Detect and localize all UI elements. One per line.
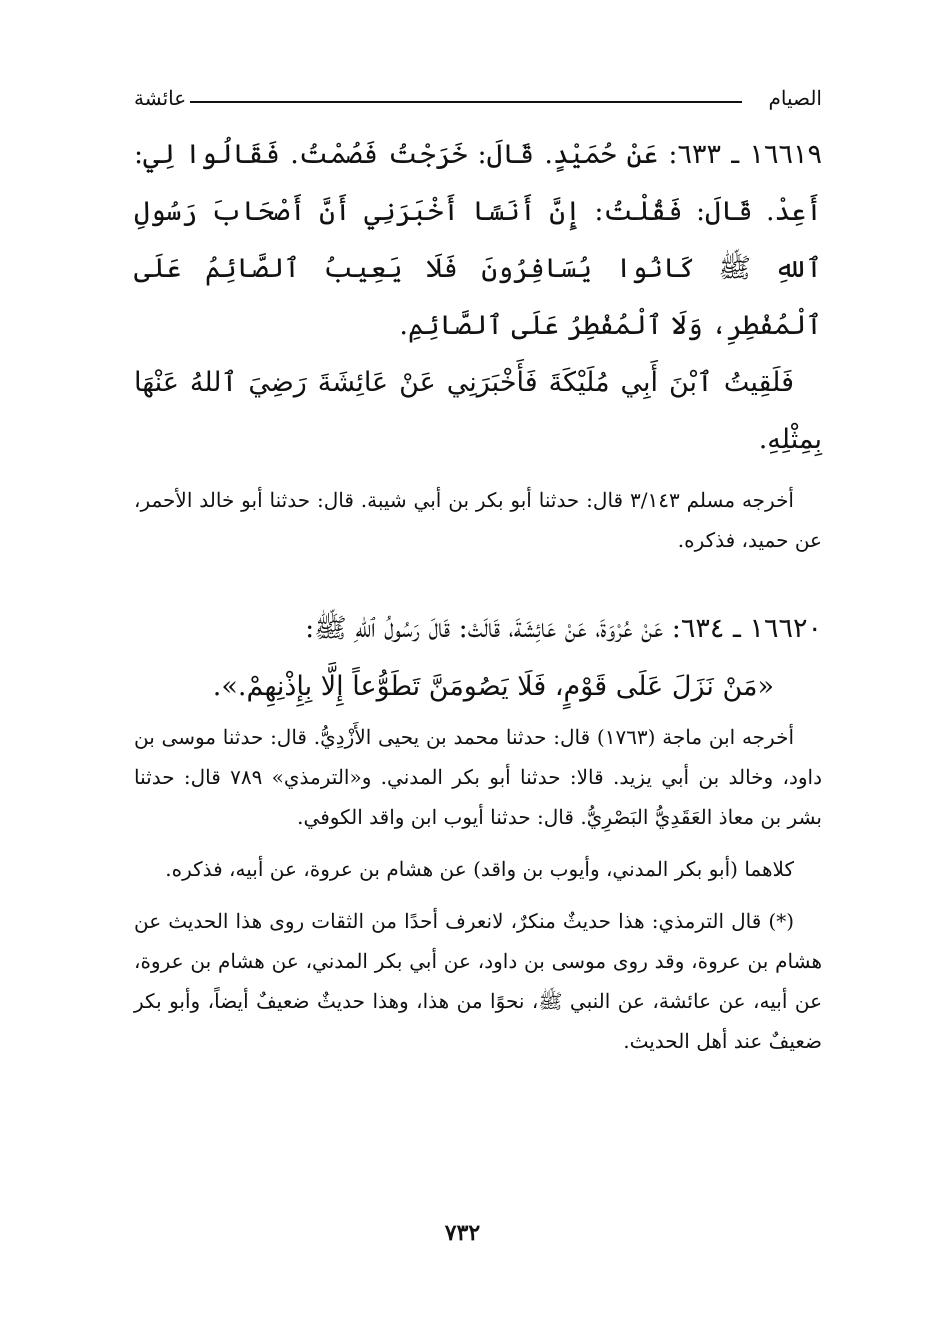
takhrij-note: أخرجه ابن ماجة (١٧٦٣) قال: حدثنا محمد بن يحيى الأَزْدِيُّ. قال: حدثنا موسى بن داود، وخالد بن أبي يزيد. قالا: حدثنا أبو بكر المدني. و«الترمذي» ٧٨٩ قال: حدثنا بشر بن معاذ العَقَدِيُّ البَصْرِيُّ. قال: حدثنا أيوب ابن واقد الكوفي. [134, 725, 822, 829]
hadith-text: ١٦٦٢٠ ـ ٦٣٤: عَنْ عُرْوَةَ، عَنْ عَائِشَةَ، قَالَتْ: قَالَ رَسُولُ ٱللهِ ﷺ: [305, 613, 822, 644]
chapter-title: الصيام [768, 86, 822, 110]
header-rule [190, 101, 742, 103]
running-header [134, 78, 822, 118]
takhrij-note: أخرجه مسلم ٣/١٤٣ قال: حدثنا أبو بكر بن أبي شيبة. قال: حدثنا أبو خالد الأحمر، عن حميد، فذكره. [134, 488, 822, 552]
page-number: ٧٣٢ [444, 1220, 481, 1246]
hadith-quote: «مَنْ نَزَلَ عَلَى قَوْمٍ، فَلَا يَصُومَنَّ تَطَوُّعاً إِلَّا بِإِذْنِهِمْ.». [212, 671, 774, 702]
hadith-text: فَلَقِيتُ ٱبْنَ أَبِي مُلَيْكَةَ فَأَخْبَرَنِي عَنْ عَائِشَةَ رَضِيَ ٱللهُ عَنْهَا بِمِثْلِهِ. [134, 367, 822, 455]
takhrij-note: كلاهما (أبو بكر المدني، وأيوب بن واقد) عن هشام بن عروة، عن أبيه، فذكره. [165, 857, 794, 881]
commentary-note: (*) قال الترمذي: هذا حديثٌ منكرٌ، لانعرف أحدًا من الثقات روى هذا الحديث عن هشام بن عروة، وقد روى موسى بن داود، عن أبي بكر المدني، عن هشام بن عروة، عن أبيه، عن عائشة، عن النبي ﷺ، نحوًا من هذا، وهذا حديثٌ ضعيفٌ أيضاً، وأبو بكر ضعيفٌ عند أهل الحديث. [134, 909, 822, 1053]
hadith-entry [134, 600, 822, 1061]
hadith-text: ١٦٦١٩ ـ ٦٣٣: عَنْ حُمَيْدٍ. قَالَ: خَرَجْتُ فَصُمْتُ. فَقَالُوا لِي: أَعِدْ. قَالَ: فَقُلْتُ: إِنَّ أَنَسًا أَخْبَرَنِي أَنَّ أَصْحَابَ رَسُولِ ٱللهِ ﷺ كَانُوا يُسَافِرُونَ فَلَا يَعِيبُ ٱلصَّائِمُ عَلَى ٱلْمُفْطِرِ، وَلَا ٱلْمُفْطِرُ عَلَى ٱلصَّائِمِ. [134, 139, 823, 341]
hadith-entry [134, 126, 822, 560]
narrator-title: عائشة [134, 86, 187, 110]
page-body [134, 126, 822, 1061]
